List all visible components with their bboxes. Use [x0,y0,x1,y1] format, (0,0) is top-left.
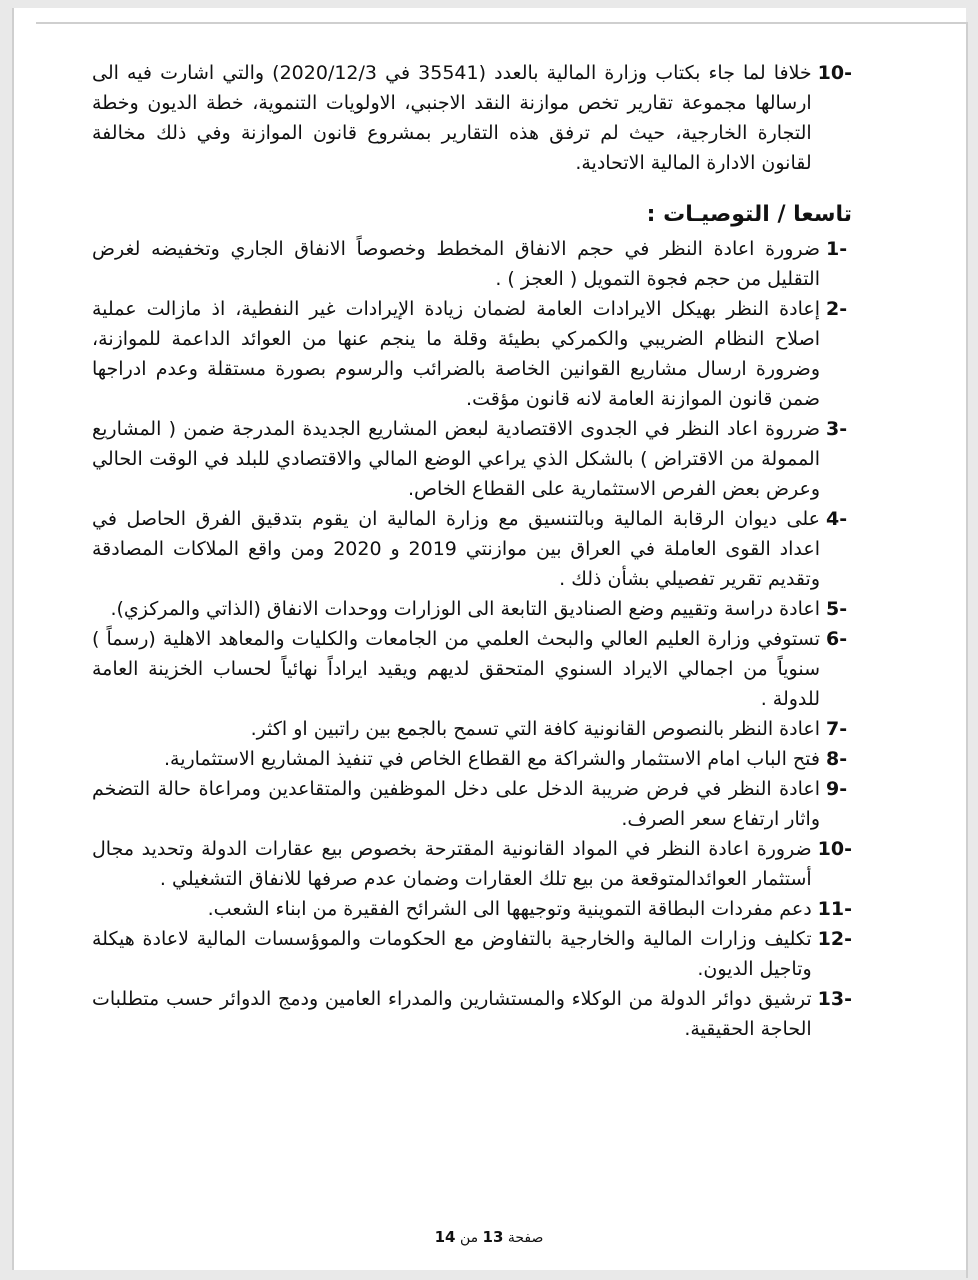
recommendation-item [92,504,852,594]
item-number: 4- [826,508,848,530]
page-footer [0,1228,978,1246]
recommendation-item [92,744,852,774]
item-number: 5- [826,598,848,620]
item-number: 1- [826,238,848,260]
recommendation-item [92,894,852,924]
item-text: إعادة النظر بهيكل الايرادات العامة لضمان زيادة الإيرادات غير النفطية، اذ مازالت عملية اصلاح النظام الضريبي والكمركي بطيئة وقلة ما ينجم عنها من العوائد الداعمة للموازنة، وضرورة ارسال مشاريع القوانين الخاصة بالضرائب والرسوم بصورة مستقلة وعدم ادراجها ضمن قانون الموازنة العامة لانه قانون مؤقت. [92,298,820,410]
recommendation-item [92,924,852,984]
item-number: 2- [826,298,848,320]
item-number: 10- [817,62,852,84]
item-number: 7- [826,718,848,740]
item-number: 12- [817,928,852,950]
intro-item [92,58,852,178]
footer-label: صفحة [507,1230,544,1246]
item-text: فتح الباب امام الاستثمار والشراكة مع القطاع الخاص في تنفيذ المشاريع الاستثمارية. [163,748,820,770]
current-page-number: 13 [482,1228,504,1246]
item-number: 3- [826,418,848,440]
recommendation-item [92,414,852,504]
item-text: اعادة دراسة وتقييم وضع الصناديق التابعة الى الوزارات ووحدات الانفاق (الذاتي والمركزي). [110,598,820,620]
recommendations-list [92,234,852,1044]
item-text: تكليف وزارات المالية والخارجية بالتفاوض مع الحكومات والموؤسسات المالية لاعادة هيكلة وتاجيل الديون. [92,928,812,980]
recommendation-item [92,714,852,744]
item-text: ترشيق دوائر الدولة من الوكلاء والمستشارين والمدراء العامين ودمج الدوائر حسب متطلبات الحاجة الحقيقية. [92,988,812,1040]
item-text: ضرروة اعاد النظر في الجدوى الاقتصادية لبعض المشاريع الجديدة المدرجة ضمن ( المشاريع الممولة من الاقتراض ) بالشكل الذي يراعي الوضع المالي والاقتصادي للبلد في الوقت الحالي وعرض بعض الفرص الاستثمارية على القطاع الخاص. [92,418,820,500]
item-text: خلافا لما جاء بكتاب وزارة المالية بالعدد (35541 في 2020/12/3) والتي اشارت فيه الى ارسالها مجموعة تقارير تخص موازنة النقد الاجنبي، الاولويات التنموية، خطة الديون وخطة التجارة الخارجية، حيث لم ترفق هذه التقارير بمشروع قانون الموازنة وفي ذلك مخالفة لقانون الادارة المالية الاتحادية. [92,62,812,174]
item-number: 13- [817,988,852,1010]
recommendation-item [92,594,852,624]
item-text: اعادة النظر بالنصوص القانونية كافة التي تسمح بالجمع بين راتبين او اكثر. [250,718,820,740]
recommendation-item [92,834,852,894]
item-text: تستوفي وزارة العليم العالي والبحث العلمي من الجامعات والكليات والمعاهد الاهلية (رسماً ) سنوياً من اجمالي الايراد السنوي المتحقق لديهم ويقيد ايراداً نهائياً لحساب الخزينة العامة للدولة . [92,628,820,710]
item-text: دعم مفردات البطاقة التموينية وتوجيهها الى الشرائح الفقيرة من ابناء الشعب. [207,898,812,920]
document-body [92,58,852,1044]
item-text: على ديوان الرقابة المالية وبالتنسيق مع وزارة المالية ان يقوم بتدقيق الفرق الحاصل في اعداد القوى العاملة في العراق بين موازنتي 2019 و 2020 ومن واقع الملاكات المصادقة وتقديم تقرير تفصيلي بشأن ذلك . [92,508,820,590]
section-heading: تاسعا / التوصيـات : [646,202,852,227]
item-number: 11- [817,898,852,920]
item-number: 6- [826,628,848,650]
item-number: 9- [826,778,848,800]
recommendation-item [92,624,852,714]
total-pages-number: 14 [434,1228,456,1246]
item-text: اعادة النظر في فرض ضريبة الدخل على دخل الموظفين والمتقاعدين ومراعاة حالة التضخم واثار ارتفاع سعر الصرف. [92,778,820,830]
item-number: 10- [817,838,852,860]
item-text: ضرورة اعادة النظر في المواد القانونية المقترحة بخصوص بيع عقارات الدولة وتحديد مجال أستثمار العوائدالمتوقعة من بيع تلك العقارات وضمان عدم صرفها للانفاق التشغيلي . [92,838,812,890]
recommendation-item [92,294,852,414]
recommendation-item [92,774,852,834]
footer-separator: من [459,1230,479,1246]
item-number: 8- [826,748,848,770]
item-text: ضرورة اعادة النظر في حجم الانفاق المخطط وخصوصاً الانفاق الجاري وتخفيضه لغرض التقليل من حجم فجوة التمويل ( العجز ) . [92,238,820,290]
recommendation-item [92,984,852,1044]
recommendation-item [92,234,852,294]
